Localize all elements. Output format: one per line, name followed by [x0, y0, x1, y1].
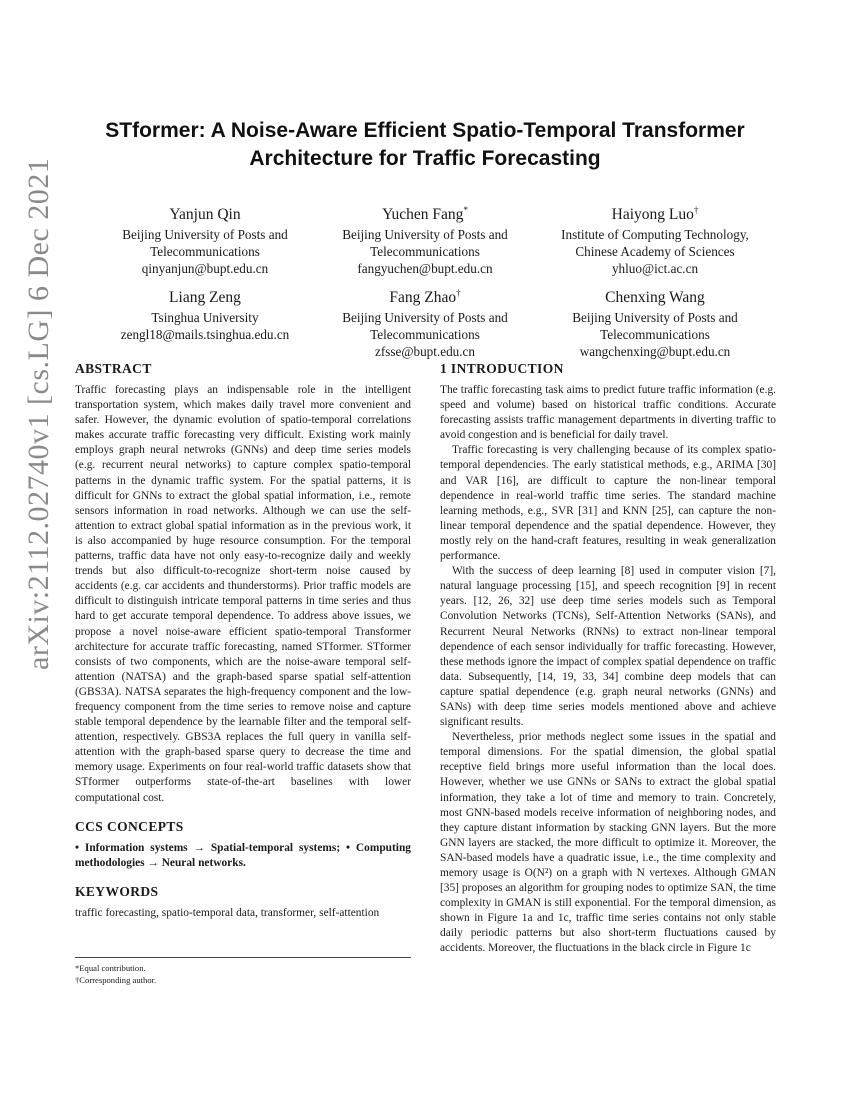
- author-block-4: [85, 283, 325, 343]
- author-name: Yuchen Fang: [382, 206, 464, 224]
- author-affiliation: Chinese Academy of Sciences: [575, 244, 735, 260]
- author-email[interactable]: zengl18@mails.tsinghua.edu.cn: [120, 327, 290, 343]
- intro-paragraph-1: The traffic forecasting task aims to predict future traffic information (e.g. speed and volume) based on historical traffic conditions. Accurate forecasting assists traffic management departments in diverting traffic to avoid congestion and is beneficial for daily travel.: [440, 384, 776, 442]
- author-block-2: [305, 200, 545, 277]
- author-mark: †: [456, 288, 461, 298]
- abstract-heading: ABSTRACT: [75, 361, 152, 376]
- keywords-heading: KEYWORDS: [75, 883, 159, 899]
- left-column: [75, 360, 411, 921]
- author-email[interactable]: qinyanjun@bupt.edu.cn: [141, 261, 269, 277]
- author-affiliation: Tsinghua University: [151, 310, 259, 326]
- footnote-equal: *Equal contribution.: [75, 963, 146, 973]
- author-affiliation: Telecommunications: [370, 244, 480, 260]
- author-email[interactable]: zfsse@bupt.edu.cn: [374, 344, 476, 360]
- author-affiliation: Telecommunications: [150, 244, 260, 260]
- author-name: Liang Zeng: [169, 289, 241, 307]
- author-affiliation: Beijing University of Posts and: [572, 310, 738, 326]
- author-email[interactable]: yhluo@ict.ac.cn: [611, 261, 699, 277]
- author-name: Fang Zhao: [389, 289, 457, 307]
- author-block-1: [85, 200, 325, 277]
- author-name: Haiyong Luo: [611, 206, 694, 224]
- ccs-heading: CCS CONCEPTS: [75, 818, 184, 834]
- intro-paragraph-3: With the success of deep learning [8] used in computer vision [7], natural language processing [15], and speech recognition [9] in recent years. [12, 26, 32] use deep time series models such as Temporal Convolution Networks (TCNs), Self-Attention Networks (SANs), and Recurrent Neural Networks (RNNs) to extract non-linear temporal dependence of each sensor individually for traffic forecasting. However, these methods ignore the impact of complex spatial dependence on traffic data. Subsequently, [14, 19, 33, 34] combine deep models that can capture spatial dependence (e.g. graph neural networks (GNNs) and SANs) with deep time series models mentioned above and achieve significant results.: [440, 565, 776, 729]
- footnote-corresponding: †Corresponding author.: [75, 975, 157, 985]
- author-affiliation: Beijing University of Posts and: [342, 310, 508, 326]
- author-affiliation: Beijing University of Posts and: [122, 227, 288, 243]
- arxiv-stamp: arXiv:2112.02740v1 [cs.LG] 6 Dec 2021: [22, 157, 55, 670]
- ccs-text: • Information systems → Spatial-temporal systems; • Computing methodologies → Neural networks.: [75, 841, 411, 869]
- keywords-text: traffic forecasting, spatio-temporal data, transformer, self-attention: [75, 906, 380, 919]
- author-name: Chenxing Wang: [605, 289, 705, 307]
- right-column: [440, 360, 776, 957]
- author-email[interactable]: wangchenxing@bupt.edu.cn: [579, 344, 731, 360]
- author-mark: †: [693, 205, 699, 215]
- title-line-1: STformer: A Noise-Aware Efficient Spatio-Temporal Transformer: [105, 119, 745, 142]
- paper-title: [60, 117, 790, 173]
- intro-paragraph-4: Nevertheless, prior methods neglect some issues in the spatial and temporal dimensions. For the spatial dimension, the global spatial receptive field brings more useful information than the local does. However, whether we use GNNs or SANs to extract the global spatial information, they take a lot of time and memory to train. Concretely, most GNN-based models receive information of neighboring nodes, and they capture distant information by stacking GNN layers. But the more GNN layers are stacked, the more difficult to optimize it. Moreover, the SAN-based models have a quadratic issue, i.e., the time complexity and memory usage is O(N²) on a graph with N vertexes. Although GMAN [35] proposes an algorithm for grouping nodes to optimize SAN, the time complexity in GMAN is still exponential. For the temporal dimension, as shown in Figure 1a and 1c, traffic time series contains not only stable daily periodic patterns but also short-term fluctuations caused by accidents. Moreover, the fluctuations in the black circle in Figure 1c: [440, 731, 776, 955]
- author-block-6: [535, 283, 775, 360]
- author-email[interactable]: fangyuchen@bupt.edu.cn: [357, 261, 493, 277]
- author-affiliation: Institute of Computing Technology,: [561, 227, 749, 243]
- intro-paragraph-2: Traffic forecasting is very challenging because of its complex spatio-temporal dependencies. The early statistical methods, e.g., ARIMA [30] and VAR [16], are difficult to capture the non-linear temporal dependence in real-world traffic time series. The standard machine learning methods, e.g., SVR [31] and KNN [25], can capture the non-linear temporal dependence and the spatial dependence. However, they mostly rely on the hand-craft features, resulting in weak generalization performance.: [440, 444, 776, 563]
- author-block-5: [305, 283, 545, 360]
- author-name: Yanjun Qin: [169, 206, 241, 224]
- introduction-heading: 1 INTRODUCTION: [440, 361, 564, 376]
- title-line-2: Architecture for Traffic Forecasting: [249, 147, 601, 170]
- footnotes: [75, 957, 411, 986]
- author-affiliation: Beijing University of Posts and: [342, 227, 508, 243]
- author-block-3: [535, 200, 775, 277]
- author-affiliation: Telecommunications: [370, 327, 480, 343]
- author-mark: *: [463, 205, 468, 215]
- abstract-text: Traffic forecasting plays an indispensable role in the intelligent transportation system, which makes daily travel more convenient and safer. However, the dynamic evolution of spatio-temporal correlations makes accurate traffic forecasting very difficult. Existing work mainly employs graph neural netwroks (GNNs) and deep time series models (e.g. recurrent neural networks) to capture complex spatio-temporal patterns in the dynamic traffic system. For the spatial patterns, it is difficult for GNNs to extract the global spatial information, i.e., remote sensors information in road networks. Although we can use the self-attention to extract global spatial information as in the previous work, it is also accompanied by huge resource consumption. For the temporal patterns, traffic data have not only easy-to-recognize daily and weekly trends but also difficult-to-recognize short-term noise caused by accidents (e.g. car accidents and thunderstorms). Prior traffic models are difficult to distinguish intricate temporal patterns in time series and thus hard to get accurate temporal dependence. To address above issues, we propose a novel noise-aware efficient spatio-temporal Transformer architecture for accurate traffic forecasting, named STformer. STformer consists of two components, which are the noise-aware temporal self-attention (NATSA) and the graph-based sparse spatial self-attention (GBS3A). NATSA separates the high-frequency component and the low-frequency component from the time series to remove noise and capture stable temporal dependence by the learnable filter and the temporal self-attention, respectively. GBS3A replaces the full query in vanilla self-attention with the graph-based sparse query to decrease the time and memory usage. Experiments on four real-world traffic datasets show that STformer outperforms state-of-the-art baselines with lower computational cost.: [75, 384, 411, 804]
- author-affiliation: Telecommunications: [600, 327, 710, 343]
